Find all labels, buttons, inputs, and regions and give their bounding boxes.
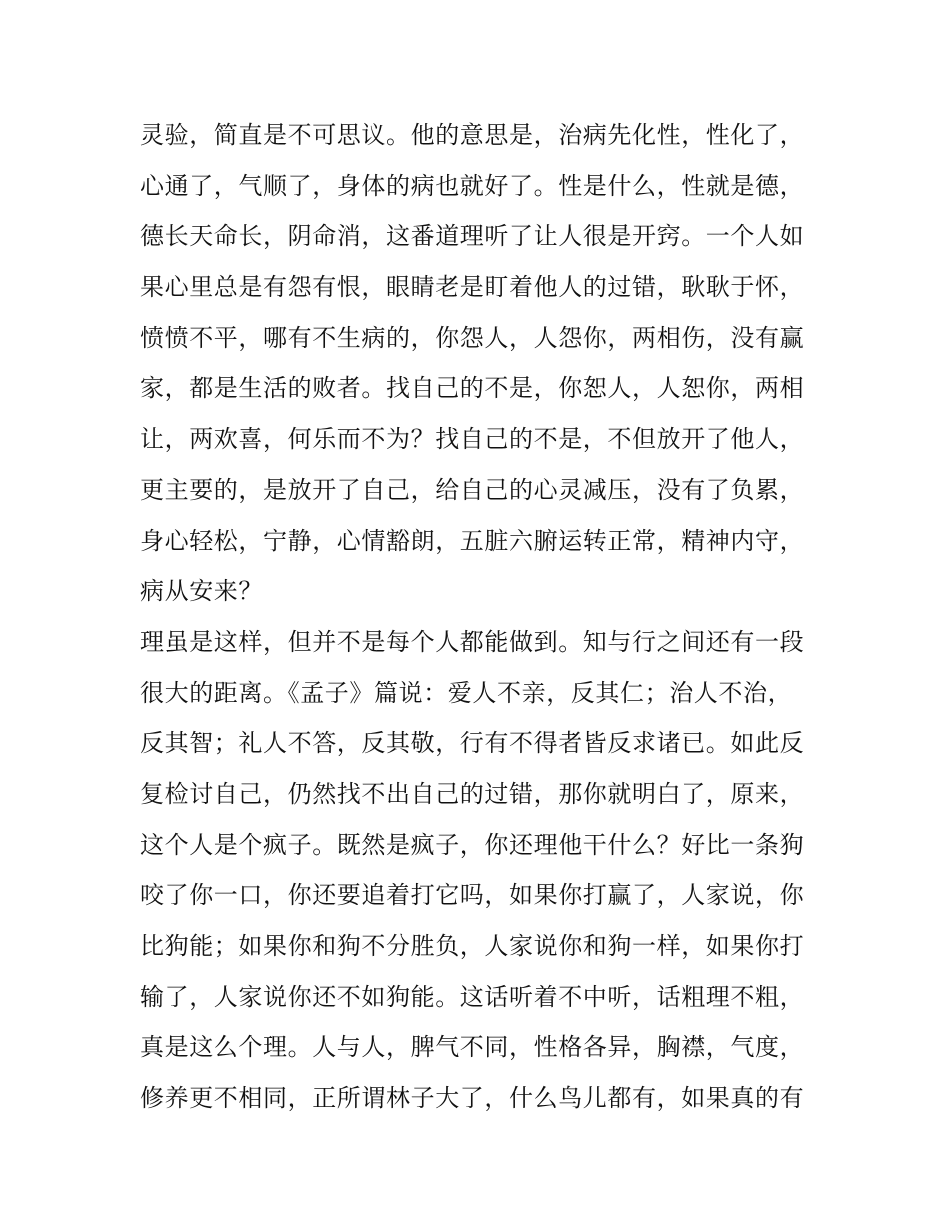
text-line: 修养更不相同，正所谓林子大了，什么鸟儿都有，如果真的有: [140, 1084, 805, 1113]
text-line: 果心里总是有怨有恨，眼睛老是盯着他人的过错，耿耿于怀，: [140, 273, 805, 302]
text-line: 身心轻松，宁静，心情豁朗，五脏六腑运转正常，精神内守，: [140, 526, 805, 555]
text-line: 理虽是这样，但并不是每个人都能做到。知与行之间还有一段: [140, 627, 805, 656]
text-line: 输了，人家说你还不如狗能。这话听着不中听，话粗理不粗，: [140, 982, 805, 1011]
text-line: 更主要的，是放开了自己，给自己的心灵减压，没有了负累，: [140, 475, 805, 504]
text-line: 灵验，简直是不可思议。他的意思是，治病先化性，性化了，: [140, 121, 805, 149]
text-line: 家，都是生活的败者。找自己的不是，你恕人，人恕你，两相: [140, 374, 805, 403]
text-line: 德长天命长，阴命消，这番道理听了让人很是开窍。一个人如: [140, 222, 805, 251]
text-line: 真是这么个理。人与人，脾气不同，性格各异，胸襟，气度，: [140, 1033, 805, 1062]
text-line: 这个人是个疯子。既然是疯子，你还理他干什么？好比一条狗: [140, 830, 805, 859]
text-line: 很大的距离。《孟子》篇说：爱人不亲，反其仁；治人不治，: [140, 678, 793, 707]
body-text: [140, 110, 830, 1124]
text-line: 愤愤不平，哪有不生病的，你怨人，人怨你，两相伤，没有赢: [140, 323, 805, 352]
text-line: 病从安来？: [140, 577, 263, 606]
text-line: 反其智；礼人不答，反其敬，行有不得者皆反求诸已。如此反: [140, 729, 805, 758]
text-line: 比狗能；如果你和狗不分胜负，人家说你和狗一样，如果你打: [140, 932, 805, 960]
text-line: 让，两欢喜，何乐而不为？找自己的不是，不但放开了他人，: [140, 425, 805, 454]
text-line: 复检讨自己，仍然找不出自己的过错，那你就明白了，原来，: [140, 779, 805, 808]
text-line: 心通了，气顺了，身体的病也就好了。性是什么，性就是德，: [140, 171, 805, 200]
text-line: 咬了你一口，你还要追着打它吗，如果你打赢了，人家说，你: [140, 881, 805, 910]
